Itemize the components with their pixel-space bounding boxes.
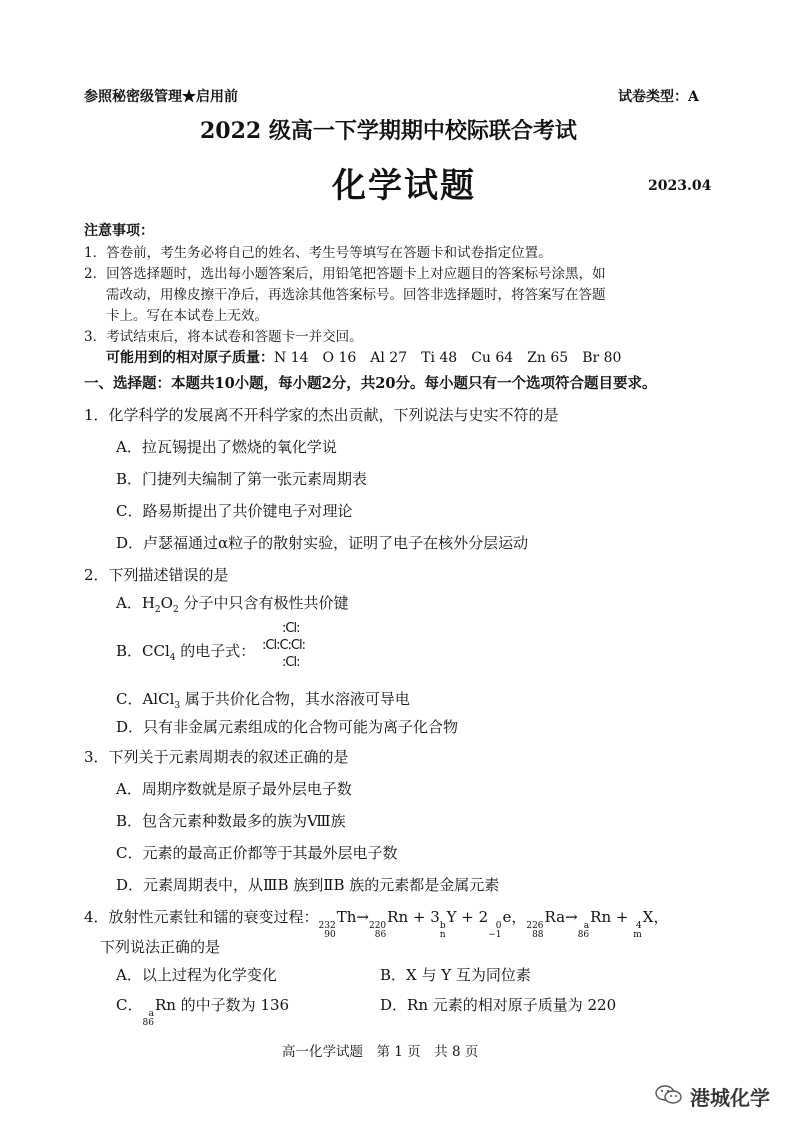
notice-item-2-cont: 需改动，用橡皮擦干净后，再选涂其他答案标号。回答非选择题时，将答案写在答题 <box>106 287 606 303</box>
q2-option-b: B．CCl$_4$ 的电子式： <box>116 642 256 663</box>
q4-option-c: C． a 86 Rn 的中子数为 136 <box>116 996 290 1028</box>
q1-stem: 1．化学科学的发展离不开科学家的杰出贡献，下列说法与史实不符的是 <box>84 406 559 424</box>
q3-option-a: A．周期序数就是原子最外层电子数 <box>116 780 352 798</box>
nuclide-x: 4 m X <box>633 908 654 940</box>
q3-option-b: B．包含元素种数最多的族为Ⅷ族 <box>116 812 346 830</box>
q2-option-a: A．$H_2O_2$ 分子中只含有极性共价键 <box>116 594 349 615</box>
nuclide-y: b n Y <box>439 908 457 940</box>
nuclide-rn-c: a 86 Rn <box>142 996 176 1028</box>
q1-option-b: B．门捷列夫编制了第一张元素周期表 <box>116 470 368 488</box>
q3-stem: 3．下列关于元素周期表的叙述正确的是 <box>84 748 349 766</box>
q1-option-d: D．卢瑟福通过α粒子的散射实验，证明了电子在核外分层运动 <box>116 534 529 552</box>
subject-title: 化学试题 <box>332 166 476 206</box>
nuclide-rn2: a 86 Rn <box>577 908 612 940</box>
q1-option-a: A．拉瓦锡提出了燃烧的氧化学说 <box>116 438 337 456</box>
nuclide-indices: a 86 <box>142 1009 154 1028</box>
q2-option-c: C．AlCl$_3$ 属于共价化合物，其水溶液可导电 <box>116 690 410 711</box>
notice-item-3: 3．考试结束后，将本试卷和答题卡一并交回。 <box>84 329 363 345</box>
exam-title: 2022 级高一下学期期中校际联合考试 <box>200 118 577 144</box>
q4-stem: 4．放射性元素钍和镭的衰变过程： 232 90 Th→ 220 86 Rn + 3 b n Y + 2 0 −1 e， 226 88 Ra→ a 86 Rn + 4 m X， <box>84 908 669 940</box>
exam-date: 2023.04 <box>648 178 712 194</box>
nuclide-indices: 226 88 <box>526 921 544 940</box>
lewis-bottom-cl: :Cl: <box>282 655 300 670</box>
atomic-mass-values: N 14 O 16 Al 27 Ti 48 Cu 64 Zn 65 Br 80 <box>274 350 622 366</box>
q4-option-a: A．以上过程为化学变化 <box>116 966 277 984</box>
q2-option-d: D．只有非金属元素组成的化合物可能为离子化合物 <box>116 718 459 736</box>
atomic-mass-label: 可能用到的相对原子质量： <box>106 350 274 366</box>
wechat-icon <box>655 1085 683 1105</box>
lewis-top-cl: :Cl: <box>282 621 300 636</box>
section-1-title: 一、选择题：本题共10小题，每小题2分，共20分。每小题只有一个选项符合题目要求。 <box>84 375 657 392</box>
nuclide-indices: 232 90 <box>318 921 336 940</box>
nuclide-indices: 0 −1 <box>488 921 502 940</box>
notice-item-1: 1．答卷前，考生务必将自己的姓名、考生号等填写在答题卡和试卷指定位置。 <box>84 245 552 261</box>
nuclide-indices: 4 m <box>633 921 642 940</box>
nuclide-e: 0 −1 e <box>488 908 512 940</box>
watermark-text: 港城化学 <box>690 1086 770 1110</box>
page-number: 高一化学试题 第 1 页 共 8 页 <box>282 1044 479 1060</box>
q3-option-d: D．元素周期表中，从ⅢB 族到ⅡB 族的元素都是金属元素 <box>116 876 500 894</box>
q4-stem-2: 下列说法正确的是 <box>100 938 221 956</box>
atomic-mass-line <box>106 347 621 367</box>
paper-type: 试卷类型：A <box>618 89 699 105</box>
notice-heading: 注意事项： <box>84 223 154 239</box>
q1-option-c: C．路易斯提出了共价键电子对理论 <box>116 502 353 520</box>
ccl4-lewis-structure <box>262 621 322 675</box>
nuclide-indices: b n <box>439 921 446 940</box>
q3-option-c: C．元素的最高正价都等于其最外层电子数 <box>116 844 398 862</box>
nuclide-th: 232 90 Th <box>318 908 357 940</box>
q4-option-b: B．X 与 Y 互为同位素 <box>380 966 531 984</box>
nuclide-rn: 220 86 Rn <box>368 908 409 940</box>
confidentiality-label: 参照秘密级管理★启用前 <box>84 89 238 105</box>
q4-option-d: D．Rn 元素的相对原子质量为 220 <box>380 996 617 1014</box>
lewis-middle-row: :Cl:C:Cl: <box>262 638 305 653</box>
q2-stem: 2．下列描述错误的是 <box>84 566 229 584</box>
notice-item-2-cont2: 卡上。写在本试卷上无效。 <box>106 308 268 324</box>
nuclide-ra: 226 88 Ra <box>526 908 566 940</box>
nuclide-indices: 220 86 <box>368 921 387 940</box>
nuclide-indices: a 86 <box>577 921 590 940</box>
notice-item-2: 2．回答选择题时，选出每小题答案后，用铅笔把答题卡上对应题目的答案标号涂黑，如 <box>84 266 606 282</box>
